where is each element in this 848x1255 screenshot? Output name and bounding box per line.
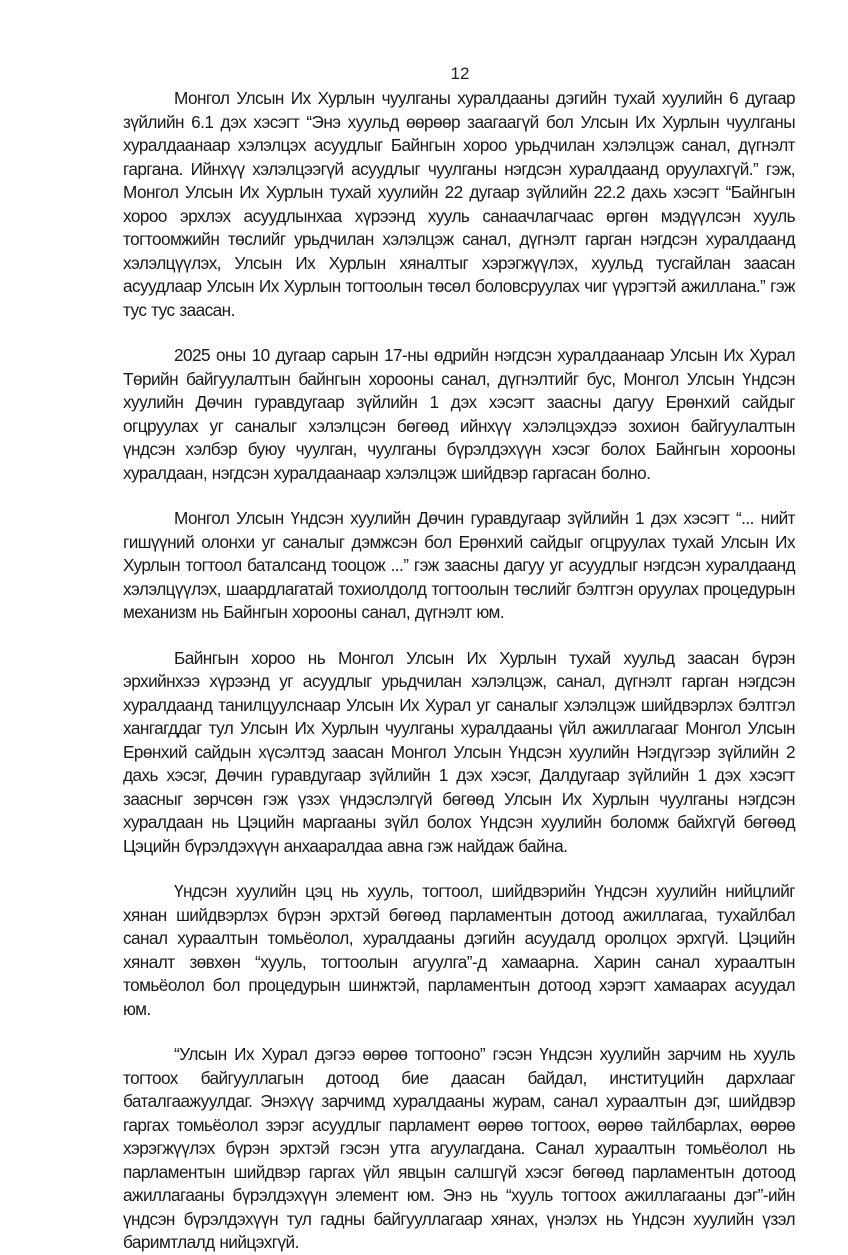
paragraph-standing-committee-law: Монгол Улсын Их Хурлын чуулганы хуралдааны дэгийн тухай хуулийн 6 дугаар зүйлийн 6.1 дэх хэсэгт “Энэ хуульд өөрөөр заагаагүй бол Улсын Их Хурлын чуулганы хуралдаанаар хэлэлцэх асуудлыг Байнгын хороо урьдчилан хэлэлцэж санал, дүгнэлт гаргана. Ийнхүү хэлэлцээгүй асуудлыг чуулганы нэгдсэн хуралдаанд оруулахгүй.” гэж, Монгол Улсын Их Хурлын тухай хуулийн 22 дугаар зүйлийн 22.2 дахь хэсэгт “Байнгын хороо эрхлэх асуудлынхаа хүрээнд хууль санаачлагчаас өргөн мэдүүлсэн хууль тогтоомжийн төслийг урьдчилан хэлэлцэж санал, дүгнэлт гарган нэгдсэн хуралдаанд хэлэлцүүлэх, Улсын Их Хурлын хяналтыг хэрэгжүүлэх, хуульд тусгайлан заасан асуудлаар Улсын Их Хурлын тогтоолын төсөл боловсруулах чиг үүрэгтэй ажиллана.” гэж тус тус заасан. [123,88,795,320]
page-number: 12 [450,64,470,83]
paragraph-plenary-session-2025: 2025 оны 10 дугаар сарын 17-ны өдрийн нэгдсэн хуралдаанаар Улсын Их Хурал Төрийн байгуулалтын байнгын хорооны санал, дүгнэлтийг бус, Монгол Улсын Үндсэн хуулийн Дөчин гуравдугаар зүйлийн 1 дэх хэсэгт заасны дагуу Ерөнхий сайдыг огцруулах уг саналыг хэлэлцсэн бөгөөд ийнхүү хэлэлцэхдээ зохион байгуулалтын үндсэн хэлбэр буюу чуулган, чуулганы бүрэлдэхүүн хэсэг болох Байнгын хорооны хуралдаан, нэгдсэн хуралдаанаар хэлэлцэж шийдвэр гаргасан болно. [123,345,795,483]
paragraph-constitutional-court-jurisdiction: Үндсэн хуулийн цэц нь хууль, тогтоол, шийдвэрийн Үндсэн хуулийн нийцлийг хянан шийдвэрлэх бүрэн эрхтэй бөгөөд парламентын дотоод ажиллагаа, тухайлбал санал хураалтын томьёолол, хуралдааны дэгийн асуудалд оролцох эрхгүй. Цэцийн хяналт зөвхөн “хууль, тогтоолын агуулга”-д хамаарна. Харин санал хураалтын томьёолол бол процедурын шинжтэй, парламентын дотоод хэрэгт хамаарах асуудал юм. [123,881,795,1019]
paragraph-standing-committee-authority: Байнгын хороо нь Монгол Улсын Их Хурлын тухай хуульд заасан бүрэн эрхийнхээ хүрээнд уг асуудлыг урьдчилан хэлэлцэж, санал, дүгнэлт гарган нэгдсэн хуралдаанд танилцуулснаар Улсын Их Хурал уг саналыг хэлэлцэж шийдвэрлэх бэлтгэл хангагддаг тул Улсын Их Хурлын чуулганы хуралдааны үйл ажиллагааг Монгол Улсын Ерөнхий сайдын хүсэлтэд заасан Монгол Улсын Үндсэн хуулийн Нэгдүгээр зүйлийн 2 дахь хэсэг, Дөчин гуравдугаар зүйлийн 1 дэх хэсэг, Далдугаар зүйлийн 1 дэх хэсэгт заасныг зөрчсөн гэж үзэх үндэслэлгүй бөгөөд Улсын Их Хурлын чуулганы нэгдсэн хуралдаан нь Цэцийн маргааны зүйл болох Үндсэн хуулийн боломж байхгүй бөгөөд Цэцийн бүрэлдэхүүн анхааралдаа авна гэж найдаж байна. [123,647,795,856]
paragraph-parliament-self-regulation: “Улсын Их Хурал дэгээ өөрөө тогтооно” гэсэн Үндсэн хуулийн зарчим нь хууль тогтоох байгууллагын дотоод бие даасан байдал, институцийн дархлааг баталгаажуулдаг. Энэхүү зарчимд хуралдааны журам, санал хураалтын дэг, шийдвэр гаргах томьёолол зэрэг асуудлыг парламент өөрөө тогтоох, өөрөө тайлбарлах, өөрөө хэрэгжүүлэх бүрэн эрхтэй гэсэн утга агуулагдана. Санал хураалтын томьёолол нь парламентын шийдвэр гаргах үйл явцын салшгүй хэсэг бөгөөд парламентын дотоод ажиллагааны бүрэлдэхүүн элемент юм. Энэ нь “хууль тогтоох ажиллагааны дэг”-ийн үндсэн бүрэлдэхүүн тул гадны байгууллагаар хянах, үнэлэх нь Үндсэн хуулийн үзэл баримтлалд нийцэхгүй. [123,1044,795,1252]
document-body [123,87,795,1255]
paragraph-constitution-article-43: Монгол Улсын Үндсэн хуулийн Дөчин гуравдугаар зүйлийн 1 дэх хэсэгт “... нийт гишүүний олонхи уг саналыг дэмжсэн бол Ерөнхий сайдыг огцруулах тухай Улсын Их Хурлын тогтоол баталсанд тооцож ...” гэж заасны дагуу уг асуудлыг нэгдсэн хуралдаанд хэлэлцүүлэх, шаардлагатай тохиолдолд тогтоолын төслийг бэлтгэн оруулах процедурын механизм нь Байнгын хорооны санал, дүгнэлт юм. [123,508,795,622]
